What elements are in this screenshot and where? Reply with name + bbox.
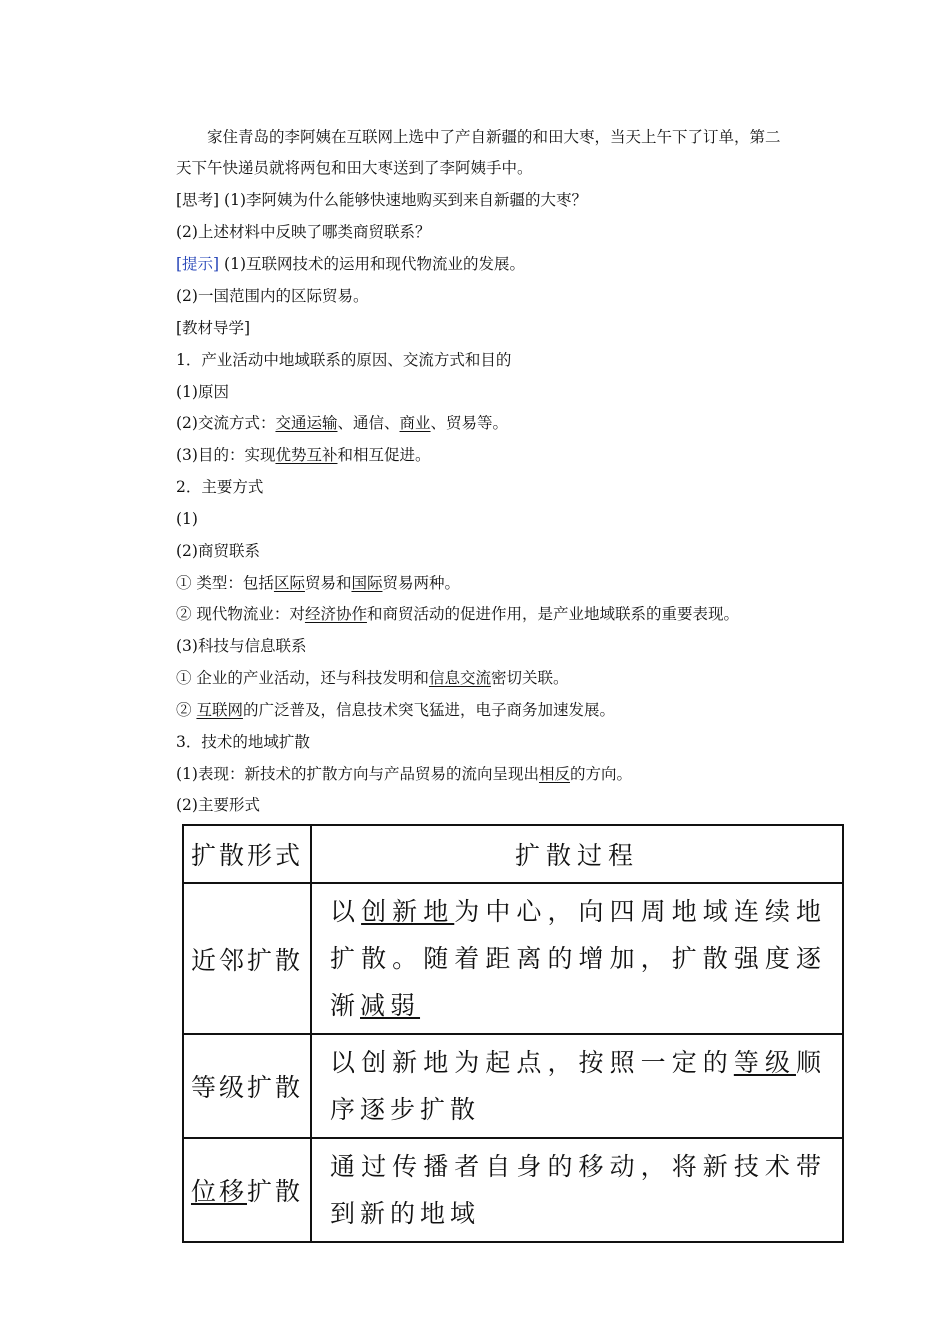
- answer-blank: 相反: [538, 765, 570, 783]
- think-question-2: (2)上述材料中反映了哪类商贸联系？: [176, 223, 431, 241]
- section-2-heading: 2．主要方式: [176, 478, 264, 496]
- answer-blank: 创新地: [361, 897, 455, 926]
- table-row: [183, 1138, 843, 1242]
- hint-answer-2: (2)一国范围内的区际贸易。: [176, 287, 369, 305]
- answer-blank: 交通运输: [275, 414, 338, 432]
- text-span: ②: [176, 701, 197, 719]
- answer-blank: 优势互补: [275, 446, 338, 464]
- answer-blank: 位移: [190, 1177, 247, 1206]
- text-span: 以: [330, 897, 362, 926]
- answer-blank: 经济协作: [304, 605, 367, 623]
- think-label: [思考]: [176, 191, 220, 209]
- text-span: 扩散: [247, 1177, 304, 1206]
- section-2-3-a: [176, 668, 568, 688]
- text-span: 顺序逐步扩散: [330, 1048, 826, 1124]
- text-span: 、贸易等。: [430, 414, 509, 432]
- answer-blank: 国际: [351, 574, 383, 592]
- text-span: 密切关联。: [490, 669, 569, 687]
- section-1-heading: 1．产业活动中地域联系的原因、交流方式和目的: [176, 351, 512, 369]
- text-span: ① 类型：包括: [176, 574, 274, 592]
- section-2-2: (2)商贸联系: [176, 542, 260, 560]
- text-span: 的广泛普及，信息技术突飞猛进，电子商务加速发展。: [242, 701, 615, 719]
- text-span: 、通信、: [337, 414, 400, 432]
- row-form: [183, 1138, 311, 1242]
- answer-blank: 等级: [733, 1048, 796, 1077]
- section-2-2-b: [176, 604, 739, 624]
- intro-line-1: 家住青岛的李阿姨在互联网上选中了产自新疆的和田大枣，当天上午下了订单，第二: [207, 128, 781, 146]
- text-span: 的方向。: [569, 765, 632, 783]
- section-3-1: [176, 764, 632, 784]
- text-span: 为中心，向四周地域连续地扩散。随着距离的增加，扩散强度逐渐: [330, 897, 826, 1020]
- row-form: 近邻扩散: [183, 883, 311, 1034]
- guide-label: [教材导学]: [176, 319, 251, 337]
- table-row: [183, 1034, 843, 1138]
- row-process: 通过传播者自身的移动，将新技术带到新的地域: [311, 1138, 843, 1242]
- section-2-2-a: [176, 573, 460, 593]
- hint-answer-1: (1)互联网技术的运用和现代物流业的发展。: [224, 255, 526, 273]
- row-process: [311, 883, 843, 1034]
- text-span: ① 企业的产业活动，还与科技发明和: [176, 669, 429, 687]
- section-2-1: (1): [176, 510, 198, 528]
- intro-line-2: 天下午快递员就将两包和田大枣送到了李阿姨手中。: [176, 159, 533, 177]
- section-1-1: (1)原因: [176, 383, 229, 401]
- answer-blank: 商业: [399, 414, 431, 432]
- header-form: 扩散形式: [183, 825, 311, 883]
- diffusion-table: [182, 824, 844, 1243]
- table-row: [183, 883, 843, 1034]
- hint-a1: [176, 254, 525, 274]
- answer-blank: 区际: [273, 574, 305, 592]
- text-span: (3)目的：实现: [176, 446, 276, 464]
- section-3-heading: 3．技术的地域扩散: [176, 733, 310, 751]
- answer-blank: 互联网: [196, 701, 243, 719]
- text-span: (2)交流方式：: [176, 414, 276, 432]
- section-2-3: (3)科技与信息联系: [176, 637, 307, 655]
- answer-blank: 减弱: [360, 991, 421, 1020]
- text-span: ② 现代物流业：对: [176, 605, 305, 623]
- text-span: 和商贸活动的促进作用，是产业地域联系的重要表现。: [366, 605, 739, 623]
- hint-label: [提示]: [176, 255, 220, 273]
- section-1-2: [176, 413, 508, 433]
- text-span: 贸易和: [304, 574, 352, 592]
- section-3-2: (2)主要形式: [176, 796, 260, 814]
- header-process: 扩散过程: [311, 825, 843, 883]
- table-header-row: [183, 825, 843, 883]
- text-span: (1)表现：新技术的扩散方向与产品贸易的流向呈现出: [176, 765, 539, 783]
- section-2-3-b: [176, 700, 615, 720]
- text-span: 和相互促进。: [337, 446, 431, 464]
- think-q1: [176, 190, 587, 210]
- answer-blank: 信息交流: [428, 669, 491, 687]
- think-question-1: (1)李阿姨为什么能够快速地购买到来自新疆的大枣？: [224, 191, 588, 209]
- row-form: 等级扩散: [183, 1034, 311, 1138]
- text-span: 贸易两种。: [382, 574, 460, 592]
- row-process: [311, 1034, 843, 1138]
- text-span: 以创新地为起点，按照一定的: [330, 1048, 734, 1077]
- section-1-3: [176, 445, 431, 465]
